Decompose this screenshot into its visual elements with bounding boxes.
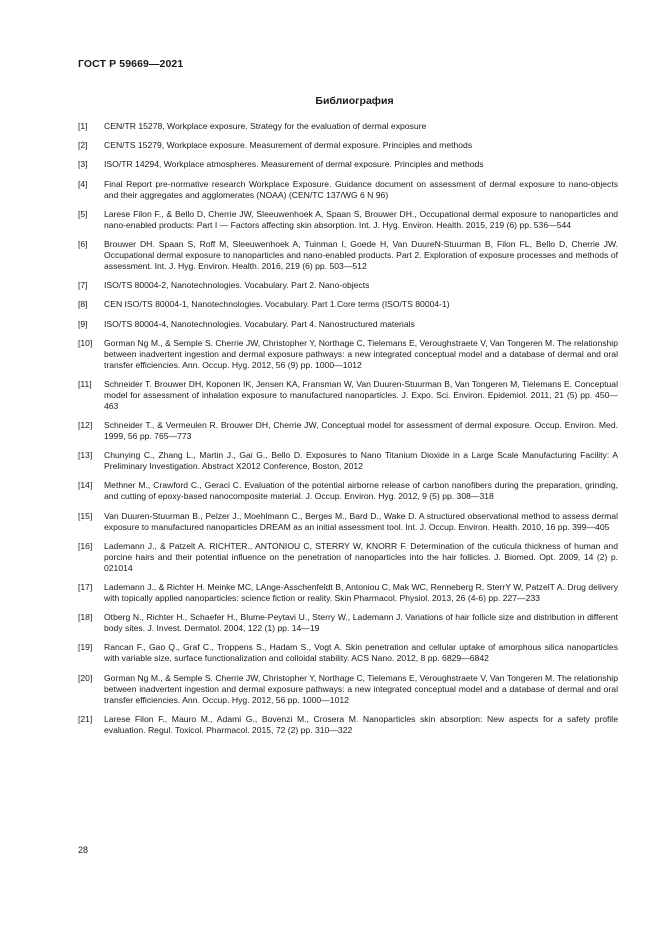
reference-text: Gorman Ng M., & Semple S. Cherrie JW, Christopher Y, Northage C, Tielemans E, Veroughstraete V, Van Tongeren M. The relationship between inadvertent ingestion and dermal exposure pathways: a new integrated conceptual model and a database of dermal and oral transfer efficiencies. Ann. Occup. Hyg. 2012, 56 pp. 1000—1012 bbox=[104, 672, 618, 705]
reference-item bbox=[78, 541, 618, 574]
reference-item bbox=[78, 714, 618, 736]
reference-item bbox=[78, 299, 618, 310]
reference-text: Larese Filon F., Mauro M., Adami G., Bovenzi M., Crosera M. Nanoparticles skin absorption: New aspects for a safety profile evaluation. Regul. Toxicol. Pharmacol. 2015, 72 (2) pp. 310—322 bbox=[104, 713, 618, 735]
reference-text: CEN/TS 15279, Workplace exposure. Measurement of dermal exposure. Principles and methods bbox=[104, 140, 473, 151]
reference-text: Methner M., Crawford C., Geraci C. Evaluation of the potential airborne release of carbon nanofibers during the preparation, grinding, and cutting of epoxy-based nanocomposite material. J. Occup. Environ. Hyg. 2012, 9 (5) pp. 308—318 bbox=[104, 480, 618, 502]
section-title bbox=[0, 95, 661, 107]
reference-number: [6] bbox=[78, 238, 88, 249]
reference-item bbox=[78, 121, 618, 132]
reference-item bbox=[78, 338, 618, 371]
reference-text: ISO/TS 80004-4, Nanotechnologies. Vocabulary. Part 4. Nanostructured materials bbox=[104, 318, 415, 329]
reference-item bbox=[78, 280, 618, 291]
reference-text: Rancan F., Gao Q., Graf C., Troppens S., Hadam S., Vogt A. Skin penetration and cellular uptake of amorphous silica nanoparticles with variable size, surface functionalization and colloidal stability. ACS Nano. 2012, 8 pp. 6829—6842 bbox=[104, 642, 618, 664]
reference-item bbox=[78, 480, 618, 502]
reference-number: [13] bbox=[78, 450, 93, 461]
reference-number: [3] bbox=[78, 159, 88, 170]
reference-number: [20] bbox=[78, 672, 93, 683]
reference-number: [14] bbox=[78, 480, 93, 491]
reference-item bbox=[78, 450, 618, 472]
reference-item bbox=[78, 642, 618, 664]
reference-text: Otberg N., Richter H., Schaefer H., Blume-Peytavi U., Sterry W., Lademann J. Variations of hair follicle size and distribution in different body sites. J. Invest. Dermatol. 2004, 122 (1) pp. 14—19 bbox=[104, 612, 618, 634]
reference-item bbox=[78, 582, 618, 604]
reference-list bbox=[78, 121, 618, 744]
reference-item bbox=[78, 420, 618, 442]
reference-number: [21] bbox=[78, 713, 93, 724]
reference-number: [2] bbox=[78, 140, 88, 151]
reference-text: Larese Filon F., & Bello D, Cherrie JW, Sleeuwenhoek A, Spaan S, Brouwer DH., Occupational dermal exposure to nanoparticles and nano-enabled products: Part I — Factors affecting skin absorption. Int. J. Hyg. Environ. Health. 2015, 219 (6) pp. 536—544 bbox=[104, 208, 618, 230]
reference-item bbox=[78, 673, 618, 706]
reference-item bbox=[78, 239, 618, 272]
reference-item bbox=[78, 319, 618, 330]
reference-text: Brouwer DH. Spaan S, Roff M, Sleeuwenhoek A, Tuinman I, Goede H, Van DuureN-Stuurman B, Filon FL, Bello D, Cherrie JW. Occupational dermal exposure to nanoparticles and nano-enabled products. Part 2. Exploration of exposure processes and methods of assessment. Int. J. Hyg. Environ. Health. 2016, 219 (6) pp. 503—512 bbox=[104, 238, 618, 271]
reference-item bbox=[78, 140, 618, 151]
reference-text: Final Report pre-normative research Workplace Exposure. Guidance document on assessment of dermal exposure to nano-objects and their aggregates and agglomerates (NOAA) (CEN/TC 137/WG 6 N 96) bbox=[104, 178, 618, 200]
reference-text: Chunying C., Zhang L., Martin J., Gai G., Bello D. Exposures to Nano Titanium Dioxide in a Large Scale Manufacturing Facility: A Preliminary Investigation. Abstract X2012 Conference, Boston, 2012 bbox=[104, 450, 618, 472]
reference-item bbox=[78, 159, 618, 170]
reference-text: Lademann J., & Patzelt A. RICHTER., ANTONIOU C, STERRY W, KNORR F. Determination of the cuticula thickness of human and porcine hairs and their potential influence on the penetration of nanoparticles into the hair follicles. J. Biomed. Opt. 2009, 14 (2) p. 021014 bbox=[104, 540, 618, 573]
reference-number: [16] bbox=[78, 540, 93, 551]
reference-number: [15] bbox=[78, 510, 93, 521]
reference-item bbox=[78, 511, 618, 533]
reference-number: [1] bbox=[78, 121, 88, 131]
reference-text: Schneider T. Brouwer DH, Koponen IK, Jensen KA, Fransman W, Van Duuren-Stuurman B, Van Tongeren M, Tielemans E. Conceptual model for assessment of inhalation exposure to manufactured nanoparticles. J. Expo. Sci. Environ. Epidemiol. 2011, 21 (5) pp. 450—463 bbox=[104, 378, 618, 411]
reference-item bbox=[78, 379, 618, 412]
page-number: 28 bbox=[78, 845, 89, 855]
reference-number: [11] bbox=[78, 378, 92, 389]
document-header: ГОСТ Р 59669—2021 bbox=[78, 58, 184, 70]
reference-text: Schneider T., & Vermeulen R. Brouwer DH, Cherrie JW, Conceptual model for assessment of dermal exposure. Occup. Environ. Med. 1999, 56 pp. 765—773 bbox=[104, 420, 618, 442]
reference-number: [17] bbox=[78, 582, 93, 592]
reference-text: CEN/TR 15278, Workplace exposure. Strategy for the evaluation of dermal exposure bbox=[104, 121, 427, 131]
reference-item bbox=[78, 209, 618, 231]
reference-text: Van Duuren-Stuurman B., Pelzer J., Moehlmann C., Berges M., Bard D., Wake D. A structured observational method to assess dermal exposure to manufactured nanoparticles DREAM as an initial assessment tool. Int. J. Occup. Environ. Health. 2010, 16 pp. 399—405 bbox=[104, 510, 618, 532]
reference-number: [12] bbox=[78, 420, 93, 431]
reference-number: [8] bbox=[78, 299, 88, 310]
reference-number: [5] bbox=[78, 208, 88, 219]
reference-number: [18] bbox=[78, 612, 93, 623]
reference-item bbox=[78, 612, 618, 634]
reference-text: Gorman Ng M., & Semple S. Cherrie JW, Christopher Y, Northage C, Tielemans E, Veroughstraete V, Van Tongeren M. The relationship between inadvertent ingestion and dermal exposure pathways: a new integrated conceptual model and a database of dermal and oral transfer efficiencies. Ann. Occup. Hyg. 2012, 56 (9) pp. 1000—1012 bbox=[104, 337, 618, 370]
reference-number: [19] bbox=[78, 642, 93, 653]
reference-number: [9] bbox=[78, 318, 88, 329]
reference-number: [4] bbox=[78, 178, 88, 189]
reference-number: [10] bbox=[78, 337, 93, 348]
reference-text: ISO/TS 80004-2, Nanotechnologies. Vocabulary. Part 2. Nano-objects bbox=[104, 280, 370, 291]
reference-text: ISO/TR 14294, Workplace atmospheres. Measurement of dermal exposure. Principles and methods bbox=[104, 159, 484, 170]
reference-text: CEN ISO/TS 80004-1, Nanotechnologies. Vocabulary. Part 1.Core terms (ISO/TS 80004-1) bbox=[104, 299, 450, 310]
reference-text: Lademann J., & Richter H. Meinke MC, LAnge-Asschenfeldt B, Antoniou C, Mak WC, Renneberg R, SterrY W, PatzelT A. Drug delivery with topically applied nanoparticles: science fiction or reality. Skin Pharmacol. Physiol. 2013, 26 (4-6) pp. 227—233 bbox=[104, 582, 618, 603]
section-title-text: Библиография bbox=[315, 95, 394, 107]
reference-item bbox=[78, 179, 618, 201]
reference-number: [7] bbox=[78, 280, 88, 291]
